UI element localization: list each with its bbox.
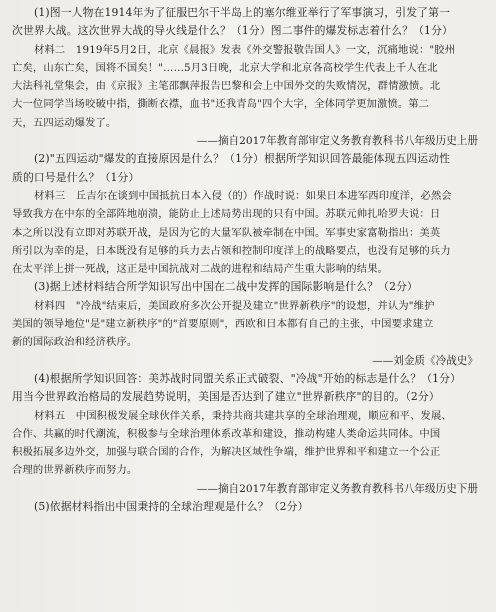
question-3: (3)据上述材料结合所学知识写出中国在二战中发挥的国际影响是什么？（2分） bbox=[34, 280, 419, 294]
material-3-line-4: 所引以为幸的是，日本既没有足够的兵力去占领和控制印度洋上的战略要点，也没有足够的兵力 bbox=[12, 244, 451, 257]
material-2-line-4: 大一位同学当场咬破中指，撕断衣襟，血书"还我青岛"四个大字，全体同学更加激愤。第二 bbox=[12, 98, 430, 111]
material-3-line-5: 在太平洋上拼一死战，这正是中国抗战对二战的进程和结局产生重大影响的结果。 bbox=[12, 263, 389, 276]
material-3-line-2: 导致我方在中东的全部阵地崩溃，能防止上述局势出现的只有中国。苏联元帅扎哈罗夫说：日 bbox=[12, 208, 441, 221]
material-4-source: ——刘金质《冷战史》 bbox=[372, 354, 478, 367]
material-4-line-2: 美国的领导地位"是"建立新秩序"的"首要原则"，西欧和日本都有自己的主张，中国要求建立 bbox=[12, 318, 434, 331]
material-5-line-4: 合理的世界新秩序而努力。 bbox=[12, 464, 138, 477]
material-2-line-1: 材料二 1919年5月2日，北京《晨报》发表《外交警报敬告国人》一文，沉痛地说："胶州 bbox=[34, 43, 456, 56]
material-3-line-1: 材料三 丘吉尔在谈到中国抵抗日本入侵（的）作战时说：如果日本进军西印度洋，必然会 bbox=[34, 189, 452, 202]
material-5-line-2: 合作、共赢的时代潮流，积极参与全球治理体系改革和建设，推动构建人类命运共同体。中国 bbox=[12, 427, 441, 440]
question-2-line-1: (2)"五四运动"爆发的直接原因是什么？（1分）根据所学知识回答最能体现五四运动性 bbox=[34, 152, 451, 166]
question-1-line-2: 次世界大战。这次世界大战的导火线是什么？（1分）图二事件的爆发标志着什么？（1分） bbox=[12, 24, 453, 38]
question-2-line-2: 质的口号是什么？（1分） bbox=[12, 170, 140, 184]
material-5-source: ——摘自2017年教育部审定义务教育教科书八年级历史下册 bbox=[196, 482, 478, 495]
material-5-line-1: 材料五 中国积极发展全球伙伴关系，秉持共商共建共享的全球治理观，顺应和平、发展、 bbox=[34, 409, 452, 422]
question-4-line-2: 用当今世界政治格局的发展趋势说明，美国是否达到了建立"世界新秩序"的目的。（2分） bbox=[12, 390, 440, 404]
material-3-line-3: 本之所以没有立即对苏联开战，是因为它的大量军队被牵制在中国。军事史家富勒指出：美英 bbox=[12, 226, 441, 239]
material-4-line-1: 材料四 "冷战"结束后，美国政府多次公开提及建立"世界新秩序"的设想，并认为"维护 bbox=[34, 299, 435, 312]
material-2-source: ——摘自2017年教育部审定义务教育教科书八年级历史上册 bbox=[196, 135, 478, 148]
question-1-line-1: (1)图一人物在1914年为了征服巴尔干半岛上的塞尔维亚举行了军事演习，引发了第一 bbox=[34, 6, 451, 19]
material-2-line-2: 亡矣，山东亡矣，国将不国矣！"……5月3日晚，北京大学和北京各高校学生代表上千人在北 bbox=[12, 61, 438, 74]
material-4-line-3: 新的国际政治和经济秩序。 bbox=[12, 336, 138, 349]
material-5-line-3: 积极拓展多边外交，加强与联合国的合作，为解决区域性争端，维护世界和平和建立一个公正 bbox=[12, 446, 441, 459]
question-5: (5)依据材料指出中国秉持的全球治理观是什么？（2分） bbox=[34, 500, 309, 514]
material-2-line-3: 大法科礼堂集会，由《京报》主笔邵飘萍报告巴黎和会上中国外交的失败情况，群情激愤。北 bbox=[12, 80, 441, 93]
material-2-line-5: 天，五四运动爆发了。 bbox=[12, 116, 117, 129]
question-4-line-1: (4)根据所学知识回答：美苏战时同盟关系正式破裂、"冷战"开始的标志是什么？（1分） bbox=[34, 371, 462, 385]
